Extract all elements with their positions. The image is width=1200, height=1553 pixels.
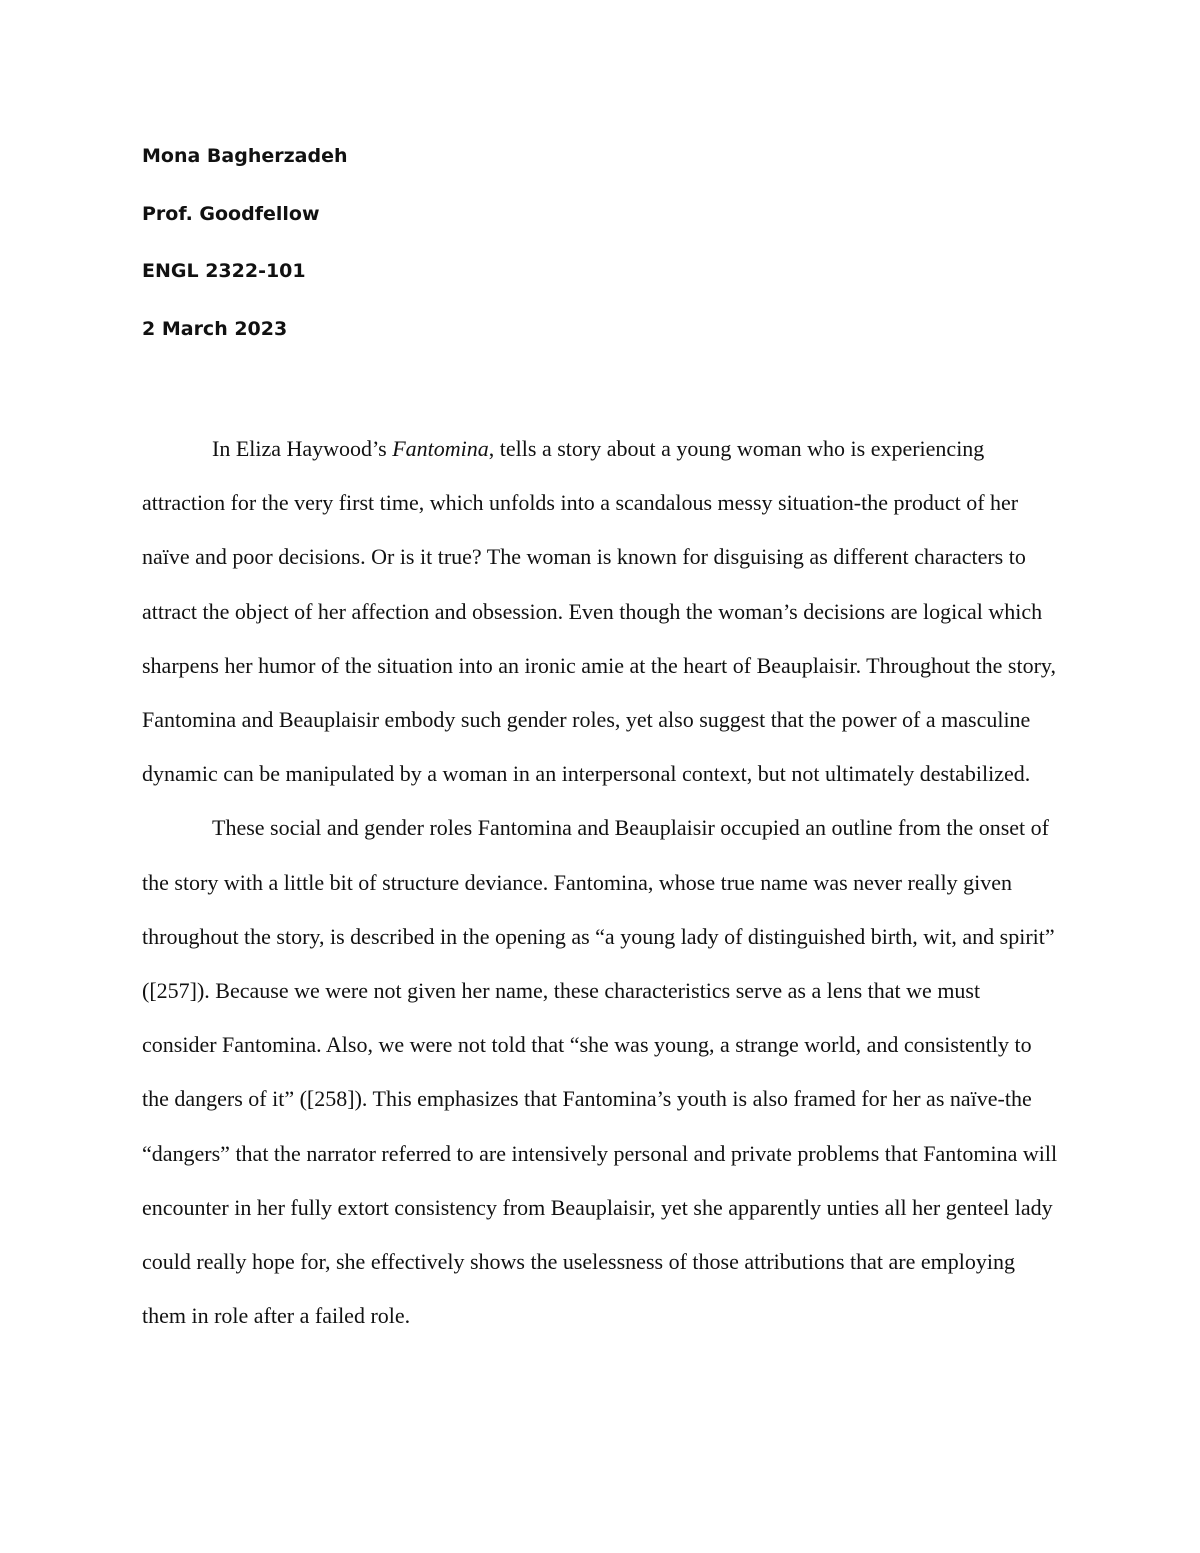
essay-date: 2 March 2023 [142,317,288,340]
professor-name: Prof. Goodfellow [142,202,320,225]
essay-heading [142,138,742,368]
work-title: Fantomina [392,436,489,461]
paragraph-intro-rest: , tells a story about a young woman who is experiencing attraction for the very first time, which unfolds into a scandalous messy situation-the product of her naïve and poor decisions. Or is it true? The woman is known for disguising as different characters to attract the object of her affection and obsession. Even though the woman’s decisions are logical which sharpens her humor of the situation into an ironic amie at the heart of Beauplaisir. Throughout the story, Fantomina and Beauplaisir embody such gender roles, yet also suggest that the power of a masculine dynamic can be manipulated by a woman in an interpersonal context, but not ultimately destabilized. [142,436,1056,787]
student-name: Mona Bagherzadeh [142,145,348,167]
course-code: ENGL 2322-101 [142,260,306,282]
essay-body [142,422,1058,1343]
paragraph-intro [142,422,1058,801]
paragraph-second: These social and gender roles Fantomina and Beauplaisir occupied an outline from the onset of the story with a little bit of structure deviance. Fantomina, whose true name was never really given throughout the story, is described in the opening as “a young lady of distinguished birth, wit, and spirit” ([257]). Because we were not given her name, these characteristics serve as a lens that we must consider Fantomina. Also, we were not told that “she was young, a strange world, and consistently to the dangers of it” ([258]). This emphasizes that Fantomina’s youth is also framed for her as naïve-the “dangers” that the narrator referred to are intensively personal and private problems that Fantomina will encounter in her fully extort consistency from Beauplaisir, yet she apparently unties all her genteel lady could really hope for, she effectively shows the uselessness of those attributions that are employing them in role after a failed role. [142,815,1058,1329]
paragraph-intro-lead: In Eliza Haywood’s [212,436,393,461]
